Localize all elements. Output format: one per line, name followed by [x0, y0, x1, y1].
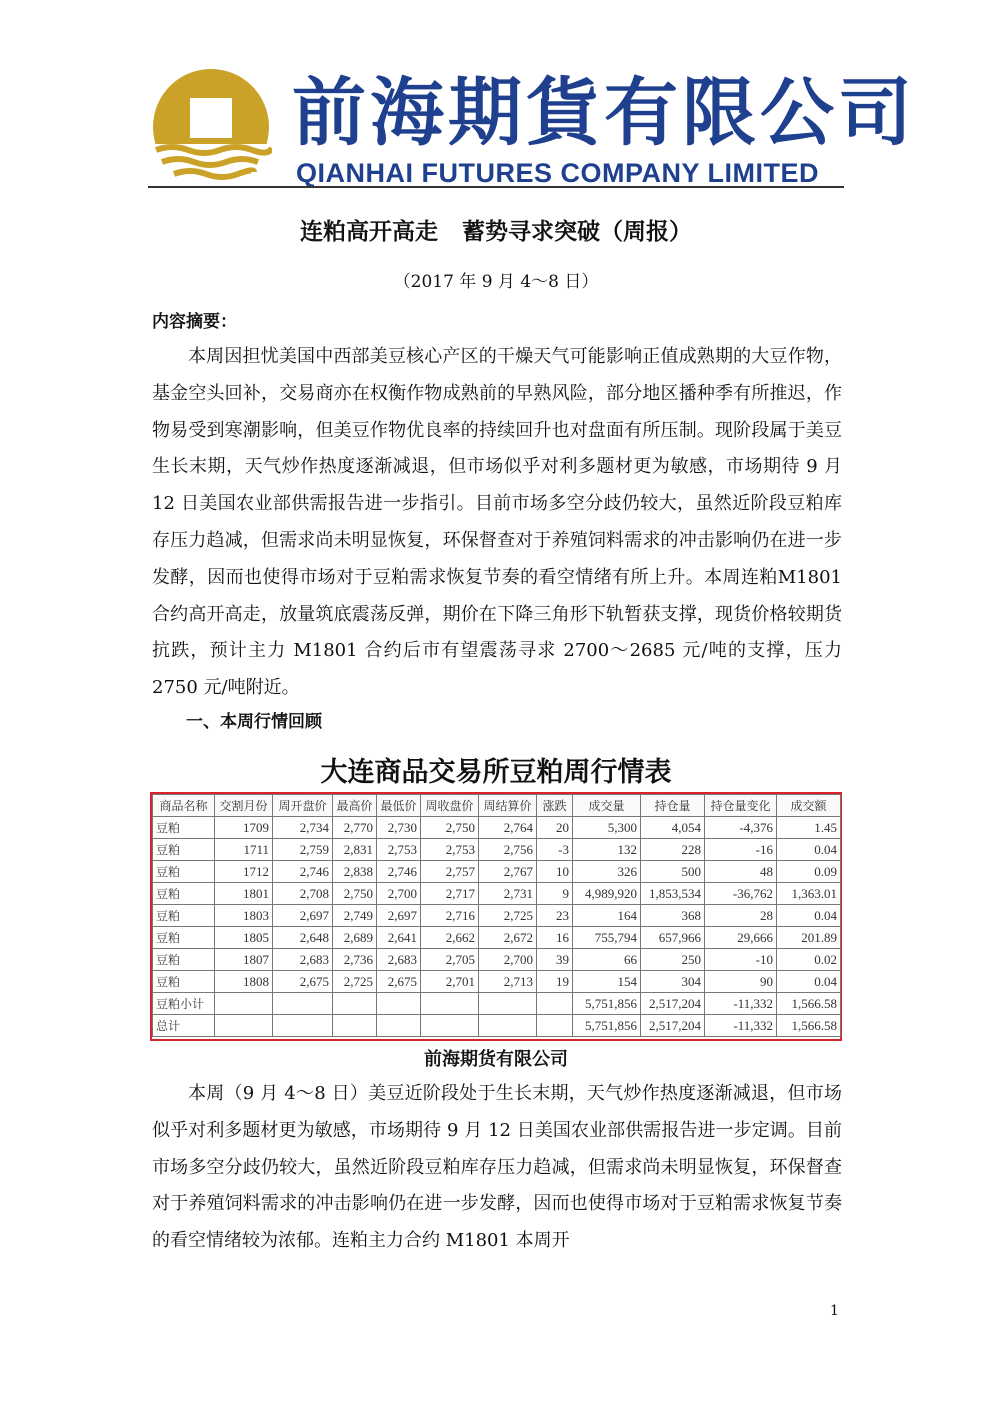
table-cell: 豆粕: [153, 861, 215, 883]
table-cell: [333, 993, 377, 1015]
table-cell: 豆粕: [153, 949, 215, 971]
table-row: [153, 971, 841, 993]
table-cell: 1,363.01: [777, 883, 841, 905]
table-cell: 0.04: [777, 971, 841, 993]
table-cell: 2,716: [421, 905, 479, 927]
table-cell: 10: [537, 861, 573, 883]
quote-table-frame: [150, 792, 842, 1041]
table-cell: -16: [705, 839, 777, 861]
table-cell: 2,697: [273, 905, 333, 927]
table-cell: 2,700: [377, 883, 421, 905]
table-cell: 1803: [215, 905, 273, 927]
table-row: [153, 883, 841, 905]
table-cell: 755,794: [573, 927, 641, 949]
table-cell: 2,689: [333, 927, 377, 949]
summary-label: 内容摘要：: [152, 312, 237, 332]
table-cell: 1805: [215, 927, 273, 949]
table-cell: [537, 1015, 573, 1037]
table-cell: 326: [573, 861, 641, 883]
table-row: [153, 905, 841, 927]
table-header-row: [153, 795, 841, 817]
table-cell: -10: [705, 949, 777, 971]
table-cell: 2,701: [421, 971, 479, 993]
table-cell: 2,662: [421, 927, 479, 949]
section-heading: 一、本周行情回顾: [186, 712, 322, 732]
table-row: [153, 949, 841, 971]
table-cell: 2,753: [421, 839, 479, 861]
table-cell: 19: [537, 971, 573, 993]
table-cell: 2,700: [479, 949, 537, 971]
table-cell: 2,746: [273, 861, 333, 883]
table-cell: 豆粕: [153, 971, 215, 993]
table-cell: 2,750: [421, 817, 479, 839]
table-cell: 2,770: [333, 817, 377, 839]
table-cell: 2,831: [333, 839, 377, 861]
report-date: （2017 年 9 月 4～8 日）: [393, 272, 599, 292]
table-cell: 2,725: [333, 971, 377, 993]
table-cell: 2,517,204: [641, 1015, 705, 1037]
table-cell: 2,764: [479, 817, 537, 839]
company-name-cn: 前海期貨有限公司: [292, 70, 916, 156]
table-header-cell: 商品名称: [153, 795, 215, 817]
table-cell: 2,746: [377, 861, 421, 883]
table-cell: 66: [573, 949, 641, 971]
table-cell: 2,672: [479, 927, 537, 949]
table-cell: -4,376: [705, 817, 777, 839]
table-row: [153, 861, 841, 883]
table-cell: 1709: [215, 817, 273, 839]
table-cell: 2,750: [333, 883, 377, 905]
table-cell: 2,730: [377, 817, 421, 839]
table-cell: -11,332: [705, 993, 777, 1015]
table-cell: 2,713: [479, 971, 537, 993]
table-row: [153, 927, 841, 949]
table-cell: 2,759: [273, 839, 333, 861]
body-paragraph: 本周（9 月 4～8 日）美豆近阶段处于生长末期，天气炒作热度逐渐减退，但市场似乎对利多题材更为敏感，市场期待 9 月 12 日美国农业部供需报告进一步定调。目前市场多空分歧仍较大，虽然近阶段豆粕库存压力趋减，但需求尚未明显恢复，环保督查对于养殖饲料需求的冲击影响仍在进一步发酵，因而也使得市场对于豆粕需求恢复节奏的看空情绪较为浓郁。连粕主力合约 M1801 本周开: [152, 1083, 842, 1252]
table-cell: 201.89: [777, 927, 841, 949]
table-cell: 0.04: [777, 905, 841, 927]
table-cell: 2,757: [421, 861, 479, 883]
table-cell: 2,683: [273, 949, 333, 971]
table-header-cell: 持仓量: [641, 795, 705, 817]
table-cell: 0.09: [777, 861, 841, 883]
table-cell: 1,566.58: [777, 993, 841, 1015]
table-cell: [377, 1015, 421, 1037]
table-cell: [479, 1015, 537, 1037]
table-header-cell: 成交额: [777, 795, 841, 817]
table-cell: 5,751,856: [573, 993, 641, 1015]
table-cell: 4,989,920: [573, 883, 641, 905]
table-header-cell: 交割月份: [215, 795, 273, 817]
table-cell: 2,749: [333, 905, 377, 927]
table-cell: 2,717: [421, 883, 479, 905]
table-header-cell: 周结算价: [479, 795, 537, 817]
table-cell: [215, 1015, 273, 1037]
summary-paragraph: 本周因担忧美国中西部美豆核心产区的干燥天气可能影响正值成熟期的大豆作物，基金空头回补，交易商亦在权衡作物成熟前的早熟风险，部分地区播种季有所推迟，作物易受到寒潮影响，但美豆作物优良率的持续回升也对盘面有所压制。现阶段属于美豆生长末期，天气炒作热度逐渐减退，但市场似乎对利多题材更为敏感，市场期待 9 月 12 日美国农业部供需报告进一步指引。目前市场多空分歧仍较大，虽然近阶段豆粕库存压力趋减，但需求尚未明显恢复，环保督查对于养殖饲料需求的冲击影响仍在进一步发酵，因而也使得市场对于豆粕需求恢复节奏的看空情绪有所上升。本周连粕M1801 合约高开高走，放量筑底震荡反弹，期价在下降三角形下轨暂获支撑，现货价格较期货抗跌，预计主力 M1801 合约后市有望震荡寻求 2700～2685 元/吨的支撑，压力 2750 元/吨附近。: [152, 346, 842, 699]
table-cell: 2,675: [273, 971, 333, 993]
table-cell: 2,725: [479, 905, 537, 927]
table-cell: -11,332: [705, 1015, 777, 1037]
table-cell: -36,762: [705, 883, 777, 905]
table-cell: 228: [641, 839, 705, 861]
table-header-cell: 最低价: [377, 795, 421, 817]
table-cell: 28: [705, 905, 777, 927]
table-cell: 1711: [215, 839, 273, 861]
table-header-cell: 持仓量变化: [705, 795, 777, 817]
table-cell: 豆粕: [153, 817, 215, 839]
table-cell: [273, 993, 333, 1015]
table-cell: [333, 1015, 377, 1037]
table-cell: 豆粕: [153, 839, 215, 861]
table-header-cell: 涨跌: [537, 795, 573, 817]
table-cell: 2,705: [421, 949, 479, 971]
sun-wave-emblem-icon: [150, 66, 272, 188]
table-source: 前海期货有限公司: [424, 1049, 568, 1070]
page-number: 1: [830, 1303, 839, 1319]
table-cell: 2,753: [377, 839, 421, 861]
table-header-cell: 成交量: [573, 795, 641, 817]
table-cell: 2,517,204: [641, 993, 705, 1015]
table-cell: 90: [705, 971, 777, 993]
table-cell: 1808: [215, 971, 273, 993]
table-cell: 0.04: [777, 839, 841, 861]
table-cell: [421, 993, 479, 1015]
table-cell: [479, 993, 537, 1015]
table-header-cell: 周开盘价: [273, 795, 333, 817]
table-cell: -3: [537, 839, 573, 861]
table-cell: 48: [705, 861, 777, 883]
table-cell: 2,767: [479, 861, 537, 883]
table-cell: 2,708: [273, 883, 333, 905]
table-cell: 1807: [215, 949, 273, 971]
table-cell: 39: [537, 949, 573, 971]
table-row: [153, 839, 841, 861]
table-cell: 132: [573, 839, 641, 861]
table-header-cell: 最高价: [333, 795, 377, 817]
table-cell: 20: [537, 817, 573, 839]
table-header-cell: 周收盘价: [421, 795, 479, 817]
table-cell: 1.45: [777, 817, 841, 839]
table-cell: 4,054: [641, 817, 705, 839]
table-row: [153, 993, 841, 1015]
table-title: 大连商品交易所豆粕周行情表: [320, 757, 672, 788]
table-cell: 2,756: [479, 839, 537, 861]
table-cell: 2,675: [377, 971, 421, 993]
table-row: [153, 817, 841, 839]
weekly-quote-table: [152, 794, 841, 1037]
table-cell: 250: [641, 949, 705, 971]
table-cell: 1,566.58: [777, 1015, 841, 1037]
table-cell: [377, 993, 421, 1015]
company-name-en: QIANHAI FUTURES COMPANY LIMITED: [296, 158, 820, 188]
table-cell: 豆粕: [153, 883, 215, 905]
table-cell: 0.02: [777, 949, 841, 971]
table-row: [153, 1015, 841, 1037]
table-cell: 2,683: [377, 949, 421, 971]
table-cell: 2,734: [273, 817, 333, 839]
table-cell: 2,697: [377, 905, 421, 927]
table-cell: 豆粕: [153, 927, 215, 949]
table-cell: 304: [641, 971, 705, 993]
table-cell: 豆粕小计: [153, 993, 215, 1015]
table-cell: [215, 993, 273, 1015]
table-cell: 500: [641, 861, 705, 883]
table-cell: 2,838: [333, 861, 377, 883]
table-cell: [273, 1015, 333, 1037]
table-cell: 2,736: [333, 949, 377, 971]
table-cell: 5,751,856: [573, 1015, 641, 1037]
table-cell: 2,648: [273, 927, 333, 949]
table-cell: 1712: [215, 861, 273, 883]
table-cell: 5,300: [573, 817, 641, 839]
table-cell: 23: [537, 905, 573, 927]
table-cell: 154: [573, 971, 641, 993]
table-cell: [421, 1015, 479, 1037]
table-cell: 1,853,534: [641, 883, 705, 905]
table-cell: 豆粕: [153, 905, 215, 927]
table-cell: 总计: [153, 1015, 215, 1037]
table-cell: 164: [573, 905, 641, 927]
table-cell: [537, 993, 573, 1015]
table-cell: 16: [537, 927, 573, 949]
header-divider: [148, 186, 844, 188]
company-logo: [150, 66, 916, 190]
table-cell: 657,966: [641, 927, 705, 949]
table-cell: 2,641: [377, 927, 421, 949]
report-title: 连粕高开高走 蓄势寻求突破（周报）: [299, 219, 693, 245]
table-cell: 368: [641, 905, 705, 927]
table-cell: 2,731: [479, 883, 537, 905]
table-cell: 9: [537, 883, 573, 905]
table-cell: 29,666: [705, 927, 777, 949]
table-cell: 1801: [215, 883, 273, 905]
